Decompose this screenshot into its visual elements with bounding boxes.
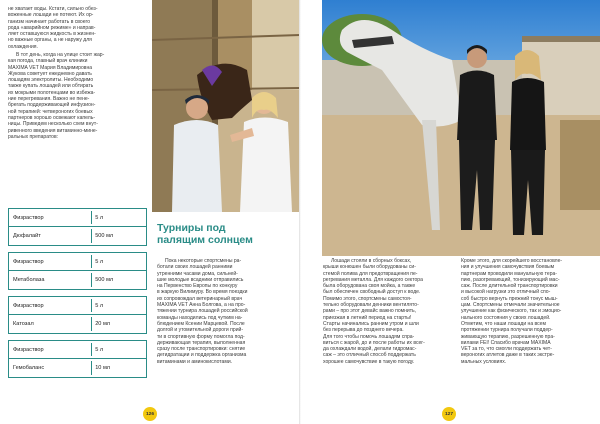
table-row xyxy=(8,271,147,290)
drug-schemes-table xyxy=(8,208,147,378)
drug-amount: 5 л xyxy=(95,258,104,265)
right-page xyxy=(301,0,600,424)
drug-name: Физраствор xyxy=(13,214,44,221)
table-row xyxy=(8,340,147,359)
table-row xyxy=(8,359,147,378)
drug-name: Физраствор xyxy=(13,258,44,265)
section-heading: Турниры под палящим солнцем xyxy=(157,222,253,246)
recovery-paragraph: Кроме этого, для скорейшего восстановле- ния и улучшения самочувствия боевым партнерам проводили мануальную тера- пию, разогревающий, тонизирующий мас- саж. После длительной транспортировки и высокой нагрузки это отличный спо- соб быстро вернуть прежний тонус мыш- цам. Спортсмены отмечали значительное улучшение как физического, так и эмоцио- нального состояния у своих лошадей. Отметим, что наши лошади на всем протяжении турнира получали поддер- живающую терапию, разрешенную пра- вилами FEI! Спасибо врачам MAXIMA VET за то, что смогли поддержать чет- вероногих атлетов даже в таких экстре- мальных условиях. xyxy=(461,258,563,365)
page-number-right: 127 xyxy=(442,407,456,421)
vet-horse-photo xyxy=(152,0,300,212)
table-row xyxy=(8,315,147,334)
riders-horse-photo xyxy=(322,0,600,256)
drug-amount: 5 л xyxy=(95,214,104,221)
drug-name: Метаболаза xyxy=(13,277,45,283)
drug-name: Катозал xyxy=(13,321,34,327)
tournament-paragraph: Пока некоторые спортсмены ра- ботали своих лошадей ранними утренними часами дома, сильней- шие молодые всадники отправились на Первенство Европы по конкуру в жаркую Вилимуру. Во время поездки их сопровождал ветеринарный врач MAXIMA VET Анна Болгова, а на про- тяжении турнира лошадей российской команды находились под чутким на- блюдением Ксении Марцевой. После долгой и утомительной дороги прий- ти в спортивную форму помогла под- держивающая терапия, выполненная сразу после транспортировки: снятие дегидратации и поддержка организма витаминами и аминокислотами. xyxy=(157,258,248,365)
table-row xyxy=(8,252,147,271)
drug-amount: 10 мл xyxy=(95,365,111,371)
drug-amount: 5 л xyxy=(95,346,104,353)
drug-name: Физраствор xyxy=(13,346,44,353)
table-row xyxy=(8,227,147,246)
table-row xyxy=(8,208,147,227)
electrolytes-paragraph: В тот день, когда на улице стоит жар- кая погода, главный врач клиники MAXIMA VET Мария Владимировна Жукова советует ежедневно давать лошадям электролиты. Необходимо также купать лошадей или обтирать их мокрыми полотенцами во избежа- ние перегревания. Важно не пене- брегать поддерживающей инфузион- ной терапией: четвероногих боевых партнеров хорошо освежают капель- ницы. Приведем несколько схем внут- ривенного введения витаминно-мине- ральных препаратов: xyxy=(8,52,105,140)
drug-amount: 20 мл xyxy=(95,321,111,327)
stables-paragraph: Лошади стояли в сборных боксах, крыши конюшен были оборудованы си- стемой полива для предотвращения пе- регревания металла. Для каждого сектора была оборудована своя мойка, а также был обеспечен свободный доступ к воде. Помимо этого, спортсмены самостоя- тельно оборудовали денники вентилято- рами – про этот девайс важно помнить, приезжая в летний период на старты! Старты начинались ранним утром и шли без перерыва до позднего вечера. Для того чтобы помочь лошадям спра- виться с жарой, до и после работы их всег- да охлаждали водой, делали гидромас- саж – это отличный способ поддержать хорошее самочувствие в такую погоду. xyxy=(323,258,425,365)
drug-amount: 500 мл xyxy=(95,277,114,283)
table-row xyxy=(8,296,147,315)
drug-amount: 5 л xyxy=(95,302,104,309)
intro-paragraph: не хватает воды. Кстати, сильно обез- воженные лошади не потеют. Их ор- ганизм начинает работать в своего рода «аварийном режиме» и направ- ляет оставшуюся жидкость в жизнен- но важные органы, а не наружу для охлаждения. xyxy=(8,6,98,50)
drug-name: Гемобаланс xyxy=(13,365,45,371)
page-number-left: 126 xyxy=(143,407,157,421)
drug-name: Дюфалайт xyxy=(13,233,41,239)
drug-amount: 500 мл xyxy=(95,233,114,239)
drug-name: Физраствор xyxy=(13,302,44,309)
